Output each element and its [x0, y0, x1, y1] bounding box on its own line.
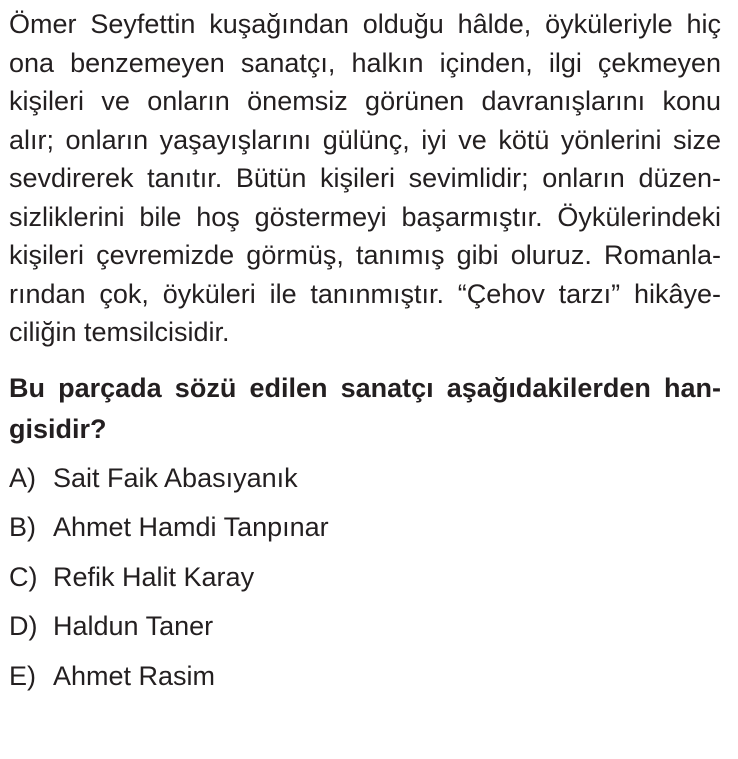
passage-line: rından çok, öyküleri ile tanınmıştır. “Çehov tarzı” hikâye-: [9, 278, 721, 309]
passage-line: kişileri ve onların önemsiz görünen davranışlarını konu: [9, 86, 721, 116]
option-letter: A): [9, 462, 36, 493]
passage-line: ona benzemeyen sanatçı, halkın içinden, ilgi çekmeyen: [9, 47, 721, 78]
passage-line: kişileri çevremizde görmüş, tanımış gibi oluruz. Romanla-: [9, 240, 721, 270]
option-a[interactable]: [9, 454, 721, 504]
passage-line: alır; onların yaşayışlarını gülünç, iyi ve kötü yönlerini size: [9, 124, 721, 155]
option-b[interactable]: [9, 503, 721, 553]
option-text: Ahmet Rasim: [53, 660, 216, 691]
option-text: Ahmet Hamdi Tanpınar: [53, 512, 329, 543]
option-letter: B): [9, 512, 36, 543]
passage-line: sizliklerini bile hoş göstermeyi başarmıştır. Öykülerindeki: [9, 201, 721, 232]
option-c[interactable]: [9, 553, 721, 603]
question-line: Bu parçada sözü edilen sanatçı aşağıdakilerden han-: [9, 372, 721, 403]
option-e[interactable]: [9, 652, 721, 702]
option-d[interactable]: [9, 602, 721, 652]
option-letter: C): [9, 561, 38, 592]
question-card: [9, 0, 721, 701]
question-stem: [9, 368, 721, 450]
reading-passage: [9, 5, 721, 352]
option-text: Sait Faik Abasıyanık: [53, 462, 298, 493]
option-text: Refik Halit Karay: [53, 561, 255, 592]
option-letter: E): [9, 660, 36, 691]
passage-line: ciliğin temsilcisidir.: [9, 317, 230, 347]
question-line: gisidir?: [9, 413, 107, 444]
option-text: Haldun Taner: [53, 611, 214, 642]
passage-line: sevdirerek tanıtır. Bütün kişileri sevimlidir; onların düzen-: [9, 163, 721, 193]
answer-options: [9, 454, 721, 702]
passage-line: Ömer Seyfettin kuşağından olduğu hâlde, öyküleriyle hiç: [9, 9, 721, 39]
option-letter: D): [9, 611, 38, 642]
